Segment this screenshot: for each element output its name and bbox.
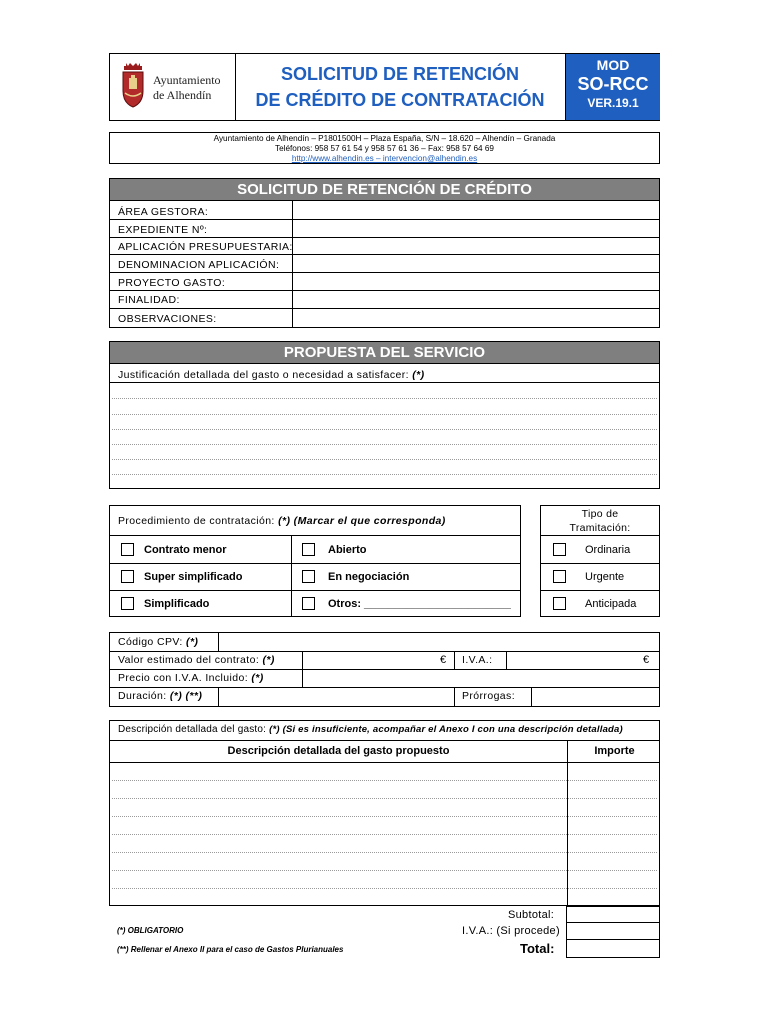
mod-version: VER.19.1 bbox=[587, 96, 639, 110]
valor-currency: € bbox=[440, 654, 447, 666]
field-label-area-gestora: ÁREA GESTORA: bbox=[118, 206, 209, 218]
finalidad-input[interactable] bbox=[294, 291, 659, 307]
descripcion-row[interactable] bbox=[112, 835, 565, 851]
justificacion-required-mark: (*) bbox=[412, 369, 425, 381]
cpv-required-mark: (*) bbox=[186, 636, 199, 648]
option-en-negociacion: En negociación bbox=[328, 571, 410, 583]
logo-text-line1: Ayuntamiento bbox=[153, 73, 221, 87]
option-ordinaria: Ordinaria bbox=[585, 544, 631, 556]
retencion-title: SOLICITUD DE RETENCIÓN DE CRÉDITO bbox=[110, 179, 659, 201]
expediente-input[interactable] bbox=[294, 220, 659, 236]
iva-input[interactable] bbox=[508, 652, 643, 668]
iva-label: I.V.A.: bbox=[462, 654, 493, 666]
procedimiento-note: (*) (Marcar el que corresponda) bbox=[278, 515, 446, 527]
mod-code: SO-RCC bbox=[577, 74, 649, 94]
form-title-line1: SOLICITUD DE RETENCIÓN bbox=[280, 64, 519, 84]
contact-web-email[interactable]: http://www.alhendin.es – intervencion@alhendin.es bbox=[291, 154, 478, 163]
descripcion-note: (*) (Si es insuficiente, acompañar el Anexo I con una descripción detallada) bbox=[269, 724, 623, 735]
field-label-aplicacion: APLICACIÓN PRESUPUESTARIA: bbox=[118, 241, 293, 253]
mod-badge bbox=[566, 54, 660, 120]
header-box bbox=[109, 53, 660, 121]
prorrogas-label: Prórrogas: bbox=[462, 690, 516, 702]
descripcion-row[interactable] bbox=[112, 799, 565, 815]
total-input[interactable] bbox=[566, 939, 660, 958]
justificacion-label: Justificación detallada del gasto o necesidad a satisfacer: bbox=[118, 369, 409, 381]
field-label-observaciones: OBSERVACIONES: bbox=[118, 313, 217, 325]
valor-label: Valor estimado del contrato: bbox=[118, 654, 260, 666]
contact-address: Ayuntamiento de Alhendín – P1801500H – Plaza España, S/N – 18.620 – Alhendín – Granada bbox=[213, 134, 556, 143]
valor-input[interactable] bbox=[304, 652, 447, 668]
field-label-finalidad: FINALIDAD: bbox=[118, 294, 180, 306]
footer-note-plurianuales: (**) Rellenar el Anexo II para el caso de Gastos Plurianuales bbox=[117, 945, 344, 954]
column-header-descripcion: Descripción detallada del gasto propuesto bbox=[227, 745, 450, 757]
checkbox-abierto[interactable] bbox=[302, 543, 315, 556]
checkbox-super-simplificado[interactable] bbox=[121, 570, 134, 583]
precio-label: Precio con I.V.A. Incluido: bbox=[118, 672, 249, 684]
checkbox-otros[interactable] bbox=[302, 597, 315, 610]
form-title-line2: DE CRÉDITO DE CONTRATACIÓN bbox=[255, 90, 545, 110]
checkbox-ordinaria[interactable] bbox=[553, 543, 566, 556]
descripcion-row[interactable] bbox=[112, 817, 565, 833]
descripcion-row[interactable] bbox=[112, 853, 565, 869]
descripcion-row[interactable] bbox=[112, 781, 565, 797]
proyecto-input[interactable] bbox=[294, 273, 659, 289]
field-label-proyecto: PROYECTO GASTO: bbox=[118, 277, 226, 289]
area-gestora-input[interactable] bbox=[294, 202, 659, 218]
aplicacion-input[interactable] bbox=[294, 238, 659, 253]
option-otros: Otros: ________________________ bbox=[328, 598, 511, 610]
descripcion-label: Descripción detallada del gasto: bbox=[118, 724, 267, 735]
precio-required-mark: (*) bbox=[251, 672, 264, 684]
option-contrato-menor: Contrato menor bbox=[144, 544, 227, 556]
duracion-input[interactable] bbox=[220, 688, 450, 705]
iva-total-input[interactable] bbox=[566, 922, 660, 940]
total-label: Total: bbox=[520, 941, 555, 956]
checkbox-contrato-menor[interactable] bbox=[121, 543, 134, 556]
cpv-input[interactable] bbox=[220, 634, 658, 650]
checkbox-urgente[interactable] bbox=[553, 570, 566, 583]
iva-total-label: I.V.A.: (Si procede) bbox=[462, 925, 560, 937]
duracion-label: Duración: bbox=[118, 690, 167, 702]
descripcion-row[interactable] bbox=[112, 889, 565, 905]
field-label-expediente: EXPEDIENTE Nº: bbox=[118, 224, 208, 236]
justificacion-textarea[interactable] bbox=[112, 384, 657, 486]
mod-label: MOD bbox=[596, 57, 630, 73]
tipo-label-line2: Tramitación: bbox=[569, 522, 631, 534]
propuesta-title: PROPUESTA DEL SERVICIO bbox=[110, 342, 659, 364]
option-super-simplificado: Super simplificado bbox=[144, 571, 243, 583]
prorrogas-input[interactable] bbox=[533, 688, 658, 705]
footer-note-obligatorio: (*) OBLIGATORIO bbox=[117, 926, 184, 935]
retencion-section bbox=[109, 178, 660, 328]
tipo-tramitacion-box bbox=[540, 505, 660, 617]
checkbox-simplificado[interactable] bbox=[121, 597, 134, 610]
column-header-importe: Importe bbox=[594, 745, 635, 757]
precio-input[interactable] bbox=[304, 670, 658, 686]
procedimiento-label: Procedimiento de contratación: bbox=[118, 515, 275, 527]
denominacion-input[interactable] bbox=[294, 255, 659, 271]
contact-box bbox=[109, 132, 660, 164]
subtotal-input[interactable] bbox=[566, 906, 660, 923]
valor-required-mark: (*) bbox=[262, 654, 275, 666]
iva-currency: € bbox=[643, 654, 650, 666]
option-anticipada: Anticipada bbox=[585, 598, 637, 610]
option-abierto: Abierto bbox=[328, 544, 367, 556]
duracion-required-mark: (*) (**) bbox=[169, 690, 203, 702]
option-simplificado: Simplificado bbox=[144, 598, 210, 610]
contact-phones: Teléfonos: 958 57 61 54 y 958 57 61 36 – Fax: 958 57 64 69 bbox=[275, 144, 494, 153]
contrato-box bbox=[109, 632, 660, 707]
cpv-label: Código CPV: bbox=[118, 636, 183, 648]
tipo-label-line1: Tipo de bbox=[581, 508, 619, 520]
checkbox-anticipada[interactable] bbox=[553, 597, 566, 610]
municipal-crest-logo bbox=[120, 63, 146, 110]
procedimiento-box bbox=[109, 505, 521, 617]
descripcion-row[interactable] bbox=[112, 871, 565, 887]
field-label-denominacion: DENOMINACION APLICACIÓN: bbox=[118, 259, 280, 271]
descripcion-box bbox=[109, 720, 660, 906]
observaciones-input[interactable] bbox=[294, 309, 659, 327]
subtotal-label: Subtotal: bbox=[508, 909, 555, 921]
checkbox-en-negociacion[interactable] bbox=[302, 570, 315, 583]
logo-text-line2: de Alhendín bbox=[153, 88, 212, 102]
descripcion-row[interactable] bbox=[112, 763, 565, 779]
option-urgente: Urgente bbox=[585, 571, 625, 583]
propuesta-section bbox=[109, 341, 660, 489]
